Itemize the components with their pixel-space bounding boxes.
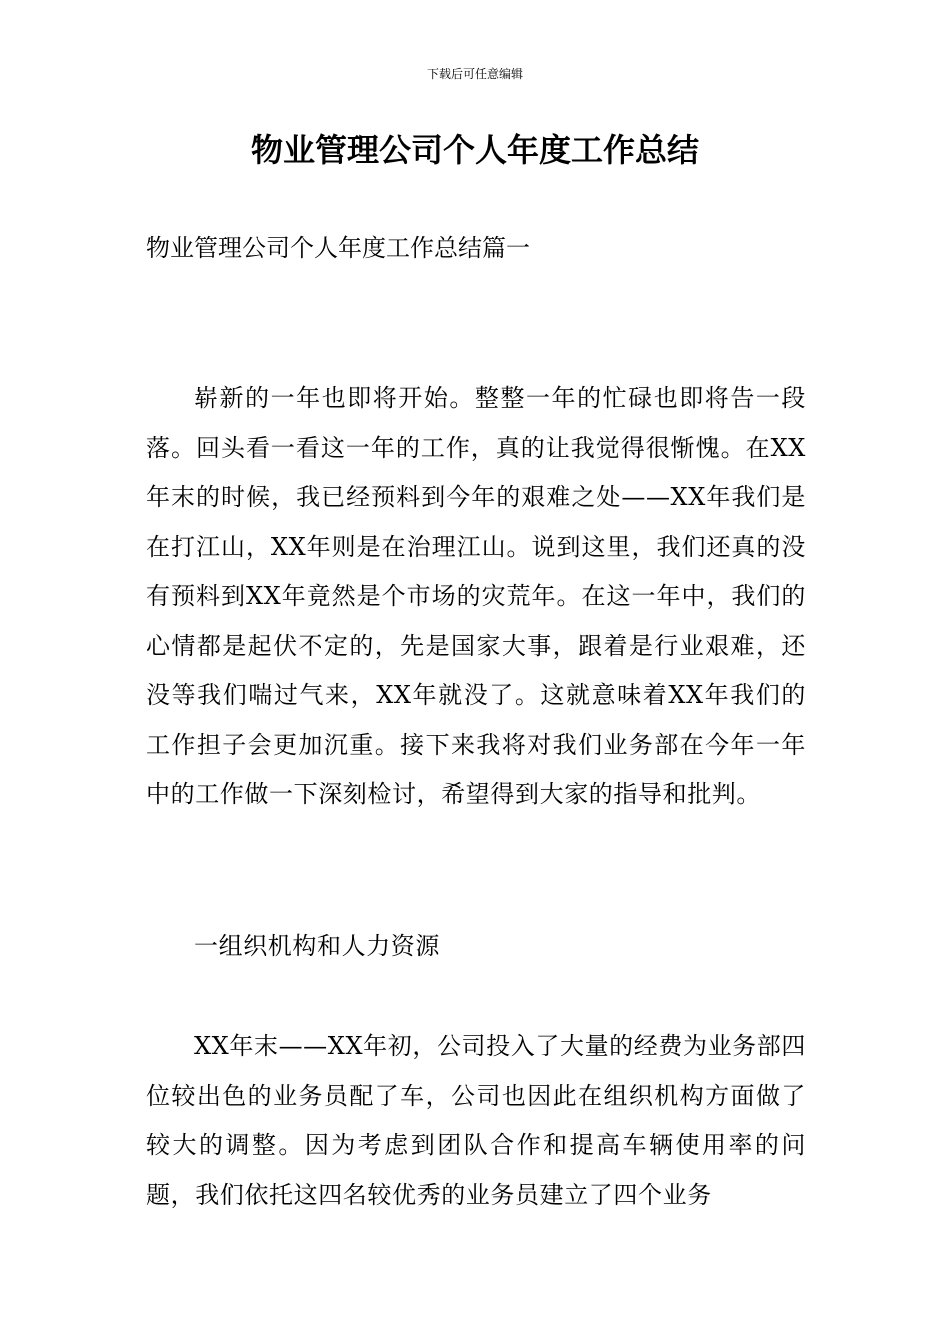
document-subtitle: 物业管理公司个人年度工作总结篇一: [146, 234, 530, 262]
paragraph: 崭新的一年也即将开始。整整一年的忙碌也即将告一段落。回头看一看这一年的工作，真的让我觉得很惭愧。在XX年末的时候，我已经预料到今年的艰难之处——XX年我们是在打江山，XX年则是在治理江山。说到这里，我们还真的没有预料到XX年竟然是个市场的灾荒年。在这一年中，我们的心情都是起伏不定的，先是国家大事，跟着是行业艰难，还没等我们喘过气来，XX年就没了。这就意味着XX年我们的工作担子会更加沉重。接下来我将对我们业务部在今年一年中的工作做一下深刻检讨，希望得到大家的指导和批判。: [146, 384, 806, 808]
section-heading: 一组织机构和人力资源: [194, 932, 440, 960]
paragraph: XX年末——XX年初，公司投入了大量的经费为业务部四位较出色的业务员配了车，公司也因此在组织机构方面做了较大的调整。因为考虑到团队合作和提高车辆使用率的问题，我们依托这四名较优秀的业务员建立了四个业务: [146, 1032, 806, 1209]
header-note: 下载后可任意编辑: [426, 67, 523, 81]
document-title: 物业管理公司个人年度工作总结: [250, 131, 699, 169]
